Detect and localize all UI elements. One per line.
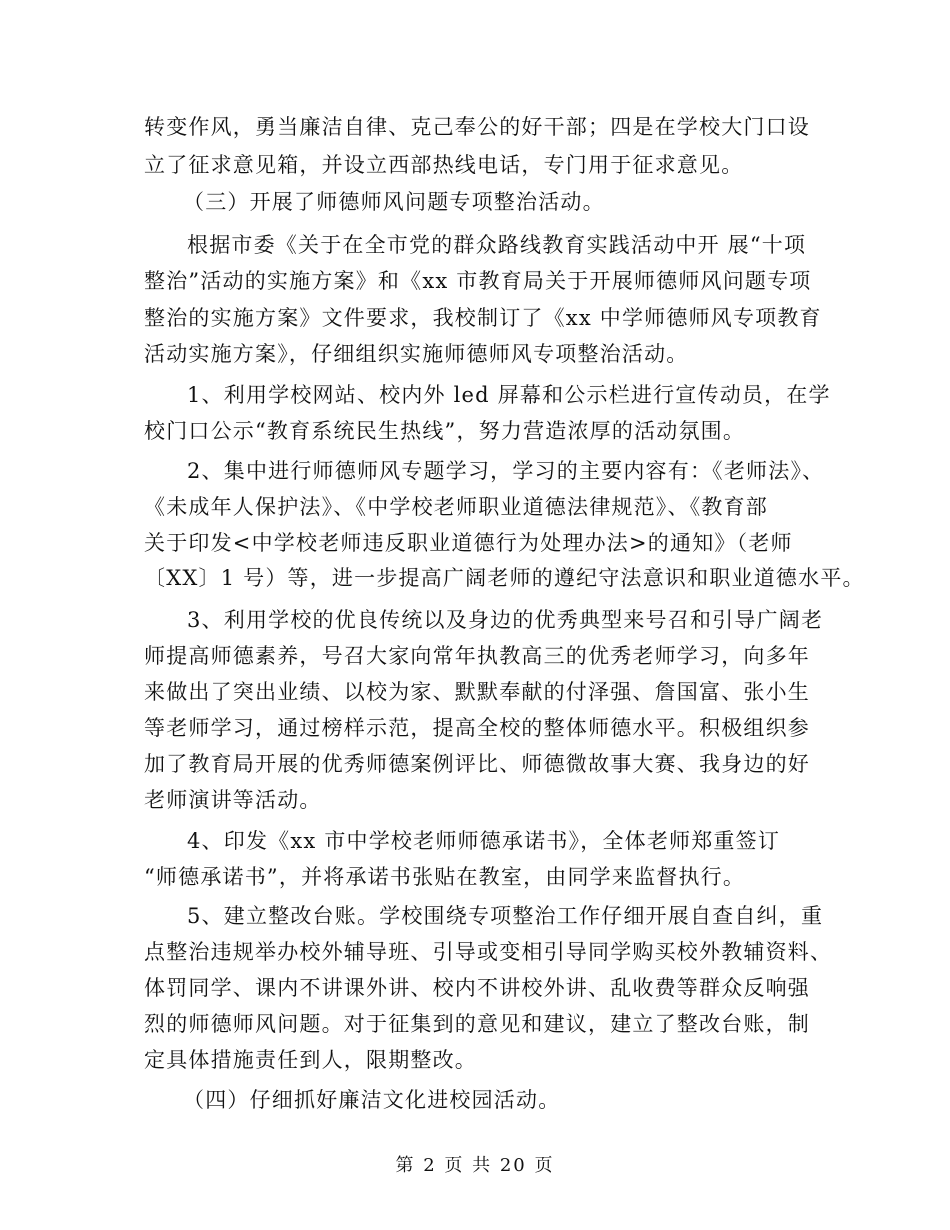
text-line: 2、集中进行师德师风专题学习，学习的主要内容有：《老师法》、 [187, 459, 825, 483]
text-line: 师提高师德素养，号召大家向常年执教高三的优秀老师学习，向多年 [144, 644, 810, 668]
text-line: 立了征求意见箱，并设立西部热线电话，专门用于征求意见。 [144, 153, 744, 177]
text-line: 体罚同学、课内不讲课外讲、校内不讲校外讲、乱收费等群众反响强 [144, 976, 810, 1000]
section-heading: （三）开展了师德师风问题专项整治活动。 [183, 190, 605, 214]
text-line: 点整治违规举办校外辅导班、引导或变相引导同学购买校外教辅资料、 [144, 940, 833, 964]
text-line: 4、印发《xx 市中学校老师师德承诺书》，全体老师郑重签订 [187, 829, 781, 853]
text-line: 1、利用学校网站、校内外 led 屏幕和公示栏进行宣传动员，在学 [187, 383, 831, 407]
text-line: 3、利用学校的优良传统以及身边的优秀典型来号召和引导广阔老 [187, 608, 824, 632]
section-heading: （四）仔细抓好廉洁文化进校园活动。 [183, 1088, 561, 1112]
text-line: “师德承诺书”，并将承诺书张贴在教室，由同学来监督执行。 [144, 865, 746, 889]
page-number-footer: 第 2 页 共 20 页 [395, 1155, 555, 1176]
text-line: 定具体措施责任到人，限期整改。 [144, 1048, 477, 1072]
text-line: 根据市委《关于在全市党的群众路线教育实践活动中开 展“十项 [187, 233, 807, 257]
text-line: 5、建立整改台账。学校围绕专项整治工作仔细开展自查自纠，重 [187, 904, 824, 928]
text-line: 关于印发<中学校老师违反职业道德行为处理办法>的通知》（老师 [144, 531, 793, 555]
text-line: 老师演讲等活动。 [144, 788, 322, 812]
text-line: 〔XX〕1 号）等，进一步提高广阔老师的遵纪守法意识和职业道德水平。 [144, 566, 865, 590]
text-line: 《未成年人保护法》、《中学校老师职业道德法律规范》、《教育部 [144, 495, 768, 519]
text-line: 加了教育局开展的优秀师德案例评比、师德微故事大赛、我身边的好 [144, 752, 810, 776]
text-line: 转变作风，勇当廉洁自律、克己奉公的好干部；四是在学校大门口设 [144, 115, 810, 139]
text-line: 活动实施方案》，仔细组织实施师德师风专项整治活动。 [144, 342, 689, 366]
text-line: 等老师学习，通过榜样示范，提高全校的整体师德水平。积极组织参 [144, 716, 810, 740]
text-line: 校门口公示“教育系统民生热线”，努力营造浓厚的活动氛围。 [144, 419, 746, 443]
text-line: 整治”活动的实施方案》和《xx 市教育局关于开展师德师风问题专项 [144, 269, 812, 293]
text-line: 烈的师德师风问题。对于征集到的意见和建议，建立了整改台账，制 [144, 1012, 810, 1036]
text-line: 来做出了突出业绩、以校为家、默默奉献的付泽强、詹国富、张小生 [144, 680, 810, 704]
text-line: 整治的实施方案》文件要求，我校制订了《xx 中学师德师风专项教育 [144, 306, 822, 330]
